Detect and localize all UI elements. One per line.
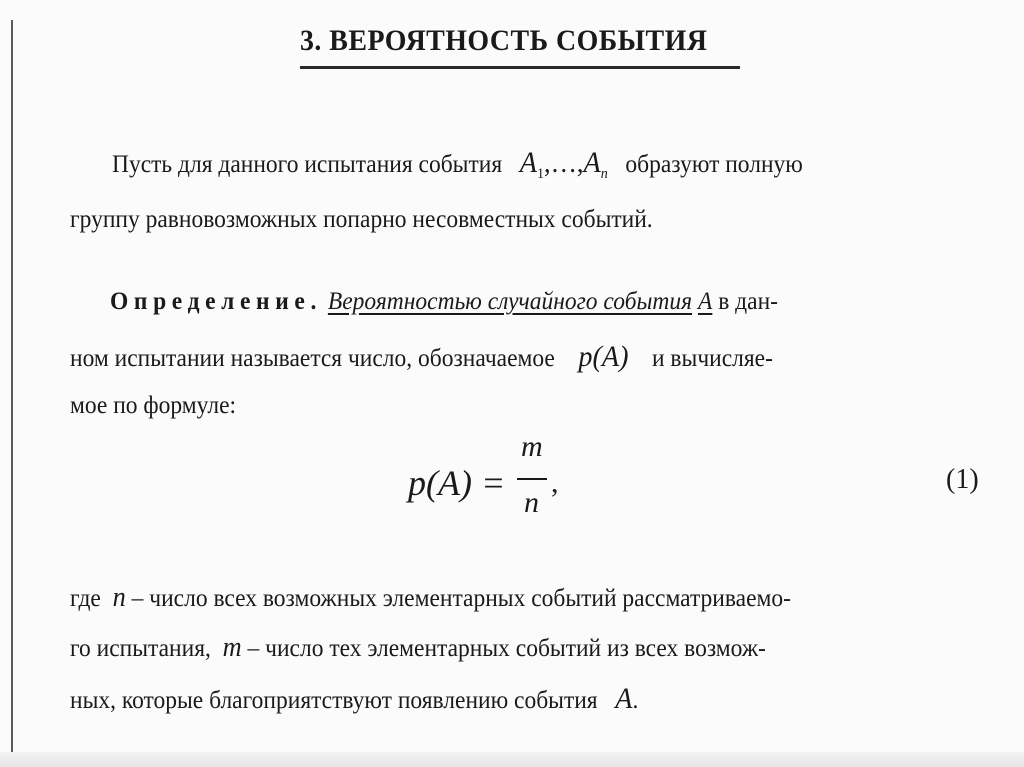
explanation-line3-end: . <box>632 687 639 714</box>
para1-line1 <box>112 146 803 183</box>
scan-edge-left <box>11 20 13 755</box>
scan-edge-bottom <box>0 752 1024 767</box>
definition-line1-tail: в дан- <box>718 288 778 315</box>
formula-denominator: n <box>524 486 539 519</box>
definition-line1 <box>110 288 778 316</box>
para1-line2: группу равновозможных попарно несовместных событий. <box>70 206 653 233</box>
formula-numerator: m <box>521 430 543 463</box>
formula-lhs: p(A) = <box>408 463 506 503</box>
event-dots: ,…, <box>544 148 584 179</box>
event-a1: A <box>519 146 537 179</box>
event-an: A <box>583 146 601 179</box>
section-title: 3. ВЕРОЯТНОСТЬ СОБЫТИЯ <box>300 24 708 57</box>
definition-line2-post: и вычисляе- <box>651 345 773 372</box>
explanation-line2 <box>70 632 766 664</box>
explanation-line1 <box>70 582 791 614</box>
definition-line2 <box>70 340 773 374</box>
explanation-line3 <box>70 682 638 716</box>
definition-event: A <box>697 288 713 315</box>
explanation-line2-post: – число тех элементарных событий из всех возмож- <box>247 635 766 662</box>
event-a1-sub: 1 <box>536 166 545 182</box>
title-underline <box>300 66 740 69</box>
explanation-line3-pre: ных, которые благоприятствуют появлению события <box>70 687 598 714</box>
para1-line1-pre: Пусть для данного испытания события <box>112 151 503 178</box>
var-m: m <box>222 632 242 663</box>
var-a: A <box>615 682 633 715</box>
explanation-line2-pre: го испытания, <box>70 635 211 662</box>
formula-comma: , <box>551 466 559 499</box>
fraction-bar <box>517 478 547 480</box>
definition-label: Определение. <box>110 288 323 315</box>
definition-line3: мое по формуле: <box>70 392 237 419</box>
explanation-line1-post: – число всех возможных элементарных событий рассматриваемо- <box>131 585 791 612</box>
probability-notation: p(A) <box>578 340 629 373</box>
var-n: n <box>112 582 126 613</box>
equation-number: (1) <box>946 464 979 495</box>
definition-line2-pre: ном испытании называется число, обозначаемое <box>70 345 555 372</box>
definition-term: Вероятностью случайного события <box>327 288 693 315</box>
explanation-line1-pre: где <box>70 585 101 612</box>
para1-line1-post: образуют полную <box>625 151 803 178</box>
event-an-sub: n <box>600 166 608 182</box>
